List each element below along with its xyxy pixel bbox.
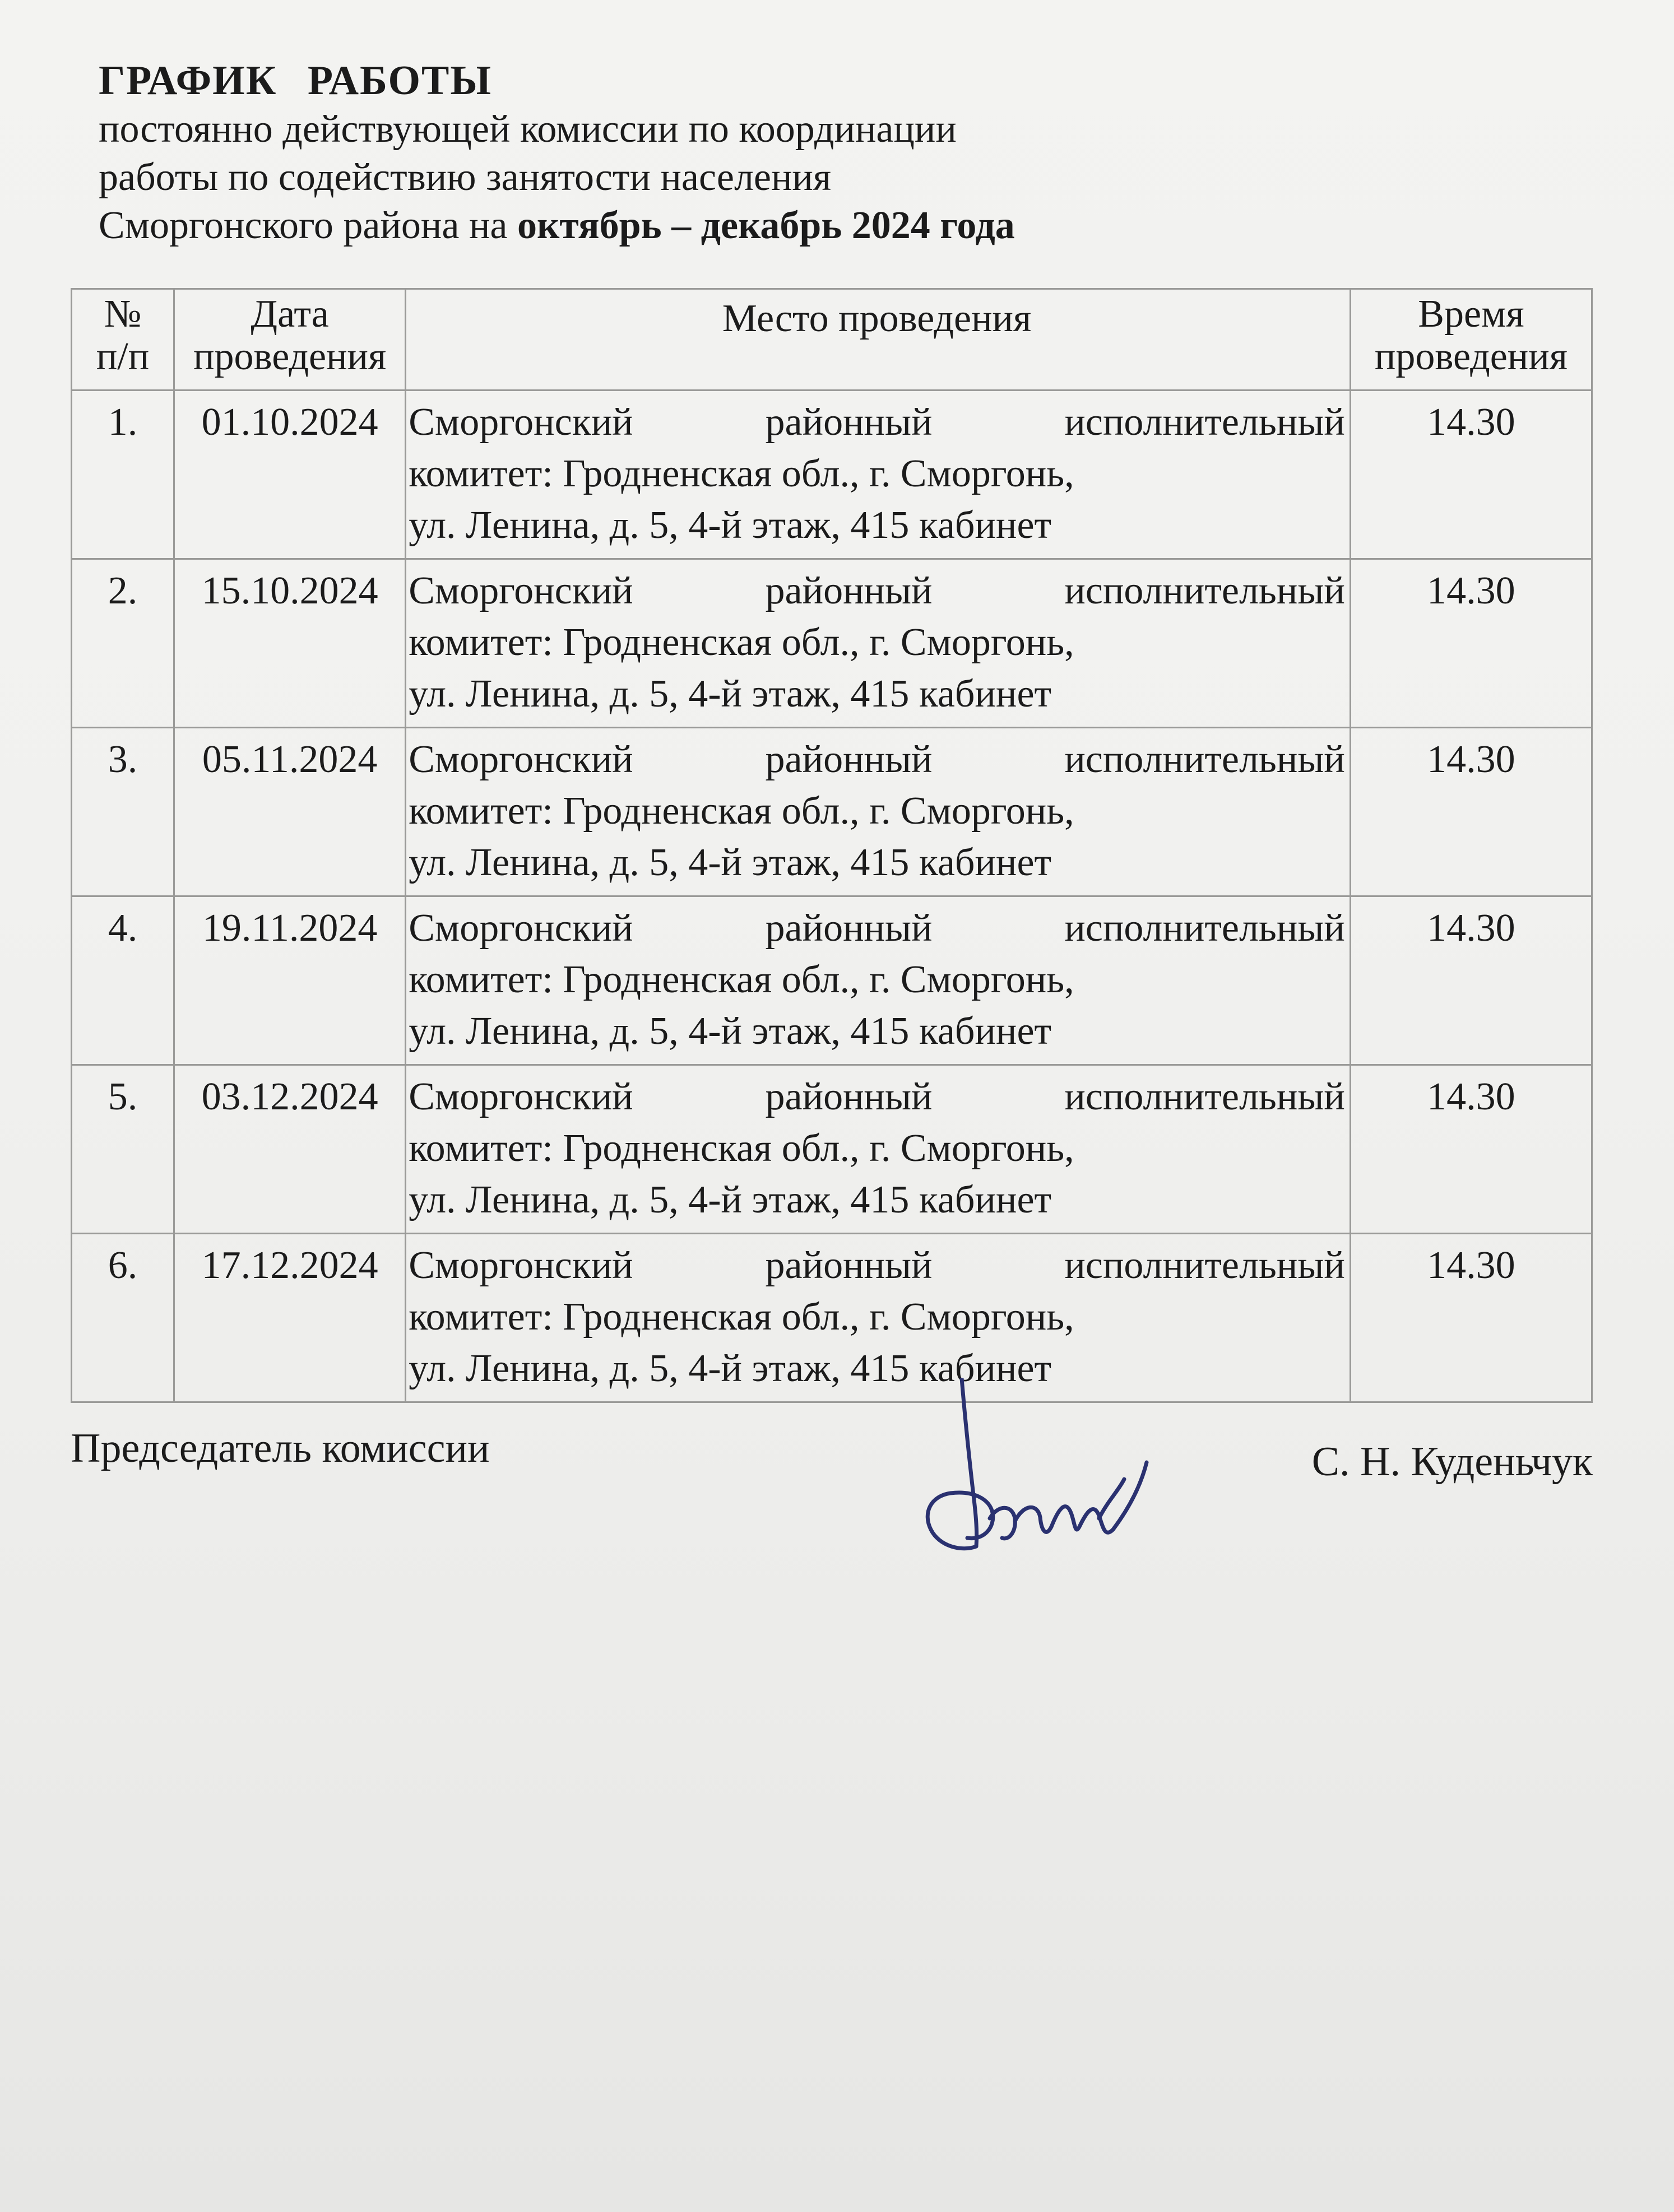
header-date	[174, 289, 406, 391]
place-line-3: ул. Ленина, д. 5, 4-й этаж, 415 кабинет	[409, 672, 1052, 715]
row-date: 15.10.2024	[174, 559, 406, 728]
place-word: районный	[765, 1244, 933, 1287]
place-line-3: ул. Ленина, д. 5, 4-й этаж, 415 кабинет	[409, 1347, 1052, 1390]
row-num: 5.	[72, 1065, 174, 1234]
place-word: Сморгонский	[409, 907, 633, 950]
place-line-3: ул. Ленина, д. 5, 4-й этаж, 415 кабинет	[409, 1010, 1052, 1053]
row-place	[406, 1065, 1351, 1234]
place-line-3: ул. Ленина, д. 5, 4-й этаж, 415 кабинет	[409, 1178, 1052, 1221]
table-row	[72, 1065, 1592, 1234]
subtitle-period: октябрь – декабрь 2024 года	[517, 204, 1015, 247]
header-num-line-1: №	[104, 292, 142, 336]
table-row	[72, 391, 1592, 559]
place-word: исполнительный	[1064, 907, 1345, 950]
place-word: исполнительный	[1064, 738, 1345, 781]
place-line-1	[409, 1071, 1345, 1123]
place-word: Сморгонский	[409, 569, 633, 612]
place-word: Сморгонский	[409, 738, 633, 781]
place-line-2: комитет: Гродненская обл., г. Сморгонь,	[409, 789, 1074, 833]
row-time: 14.30	[1350, 1065, 1592, 1234]
row-time: 14.30	[1350, 391, 1592, 559]
row-place	[406, 728, 1351, 896]
row-date: 17.12.2024	[174, 1234, 406, 1402]
row-num: 3.	[72, 728, 174, 896]
header-date-line-2: проведения	[193, 335, 387, 378]
place-line-2: комитет: Гродненская обл., г. Сморгонь,	[409, 958, 1074, 1001]
header-num	[72, 289, 174, 391]
place-line-1	[409, 565, 1345, 617]
subtitle-line-1: постоянно действующей комиссии по координации	[99, 108, 957, 151]
table-row	[72, 559, 1592, 728]
row-place	[406, 391, 1351, 559]
header-date-line-1: Дата	[251, 292, 329, 336]
place-word: исполнительный	[1064, 401, 1345, 444]
row-place	[406, 896, 1351, 1065]
row-num: 1.	[72, 391, 174, 559]
place-line-2: комитет: Гродненская обл., г. Сморгонь,	[409, 1127, 1074, 1170]
table-header-row	[72, 289, 1592, 391]
row-date: 05.11.2024	[174, 728, 406, 896]
place-word: Сморгонский	[409, 1244, 633, 1287]
header-num-line-2: п/п	[96, 335, 150, 378]
place-line-2: комитет: Гродненская обл., г. Сморгонь,	[409, 621, 1074, 664]
place-word: исполнительный	[1064, 1244, 1345, 1287]
header-time-line-1: Время	[1418, 292, 1524, 336]
place-line-1	[409, 397, 1345, 448]
place-word: районный	[765, 401, 933, 444]
place-word: Сморгонский	[409, 1075, 633, 1118]
signature-block	[71, 1423, 1593, 1591]
row-time: 14.30	[1350, 559, 1592, 728]
place-line-2: комитет: Гродненская обл., г. Сморгонь,	[409, 1295, 1074, 1339]
document-title: ГРАФИК РАБОТЫ	[99, 58, 493, 104]
header-time	[1350, 289, 1592, 391]
table-row	[72, 896, 1592, 1065]
place-word: районный	[765, 738, 933, 781]
header-time-line-2: проведения	[1374, 335, 1568, 378]
row-time: 14.30	[1350, 728, 1592, 896]
place-line-1	[409, 903, 1345, 954]
table-row	[72, 1234, 1592, 1402]
place-line-2: комитет: Гродненская обл., г. Сморгонь,	[409, 452, 1074, 495]
handwritten-signature	[878, 1378, 1191, 1591]
row-time: 14.30	[1350, 1234, 1592, 1402]
row-num: 6.	[72, 1234, 174, 1402]
row-num: 2.	[72, 559, 174, 728]
place-line-1	[409, 734, 1345, 786]
row-num: 4.	[72, 896, 174, 1065]
subtitle-line-2: работы по содействию занятости населения	[99, 156, 832, 199]
place-word: исполнительный	[1064, 1075, 1345, 1118]
schedule-table	[71, 288, 1593, 1403]
place-word: районный	[765, 569, 933, 612]
subtitle-line-3	[99, 202, 1388, 250]
document-heading	[99, 56, 1388, 250]
place-word: районный	[765, 1075, 933, 1118]
row-time: 14.30	[1350, 896, 1592, 1065]
place-line-1	[409, 1240, 1345, 1291]
place-word: Сморгонский	[409, 401, 633, 444]
row-place	[406, 559, 1351, 728]
row-place	[406, 1234, 1351, 1402]
place-word: исполнительный	[1064, 569, 1345, 612]
header-place: Место проведения	[406, 289, 1351, 391]
place-line-3: ул. Ленина, д. 5, 4-й этаж, 415 кабинет	[409, 841, 1052, 884]
row-date: 03.12.2024	[174, 1065, 406, 1234]
table-row	[72, 728, 1592, 896]
row-date: 19.11.2024	[174, 896, 406, 1065]
subtitle-prefix: Сморгонского района на	[99, 204, 517, 247]
signatory-name: С. Н. Куденьчук	[1311, 1439, 1593, 1485]
place-line-3: ул. Ленина, д. 5, 4-й этаж, 415 кабинет	[409, 504, 1052, 547]
signatory-role: Председатель комиссии	[71, 1425, 490, 1471]
row-date: 01.10.2024	[174, 391, 406, 559]
place-word: районный	[765, 907, 933, 950]
